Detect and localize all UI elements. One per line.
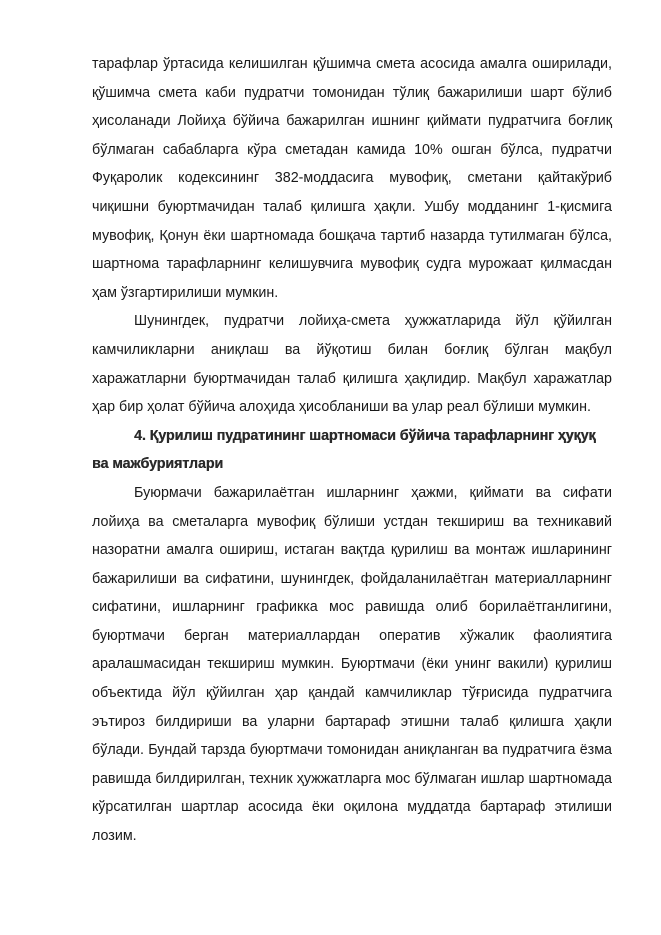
paragraph-contractor-expenses: Шунингдек, пудратчи лойиҳа-смета ҳужжатларида йўл қўйилган камчиликларни аниқлаш ва йўқотиш билан боғлиқ бўлган мақбул харажатларни буюртмачидан талаб қилишга ҳақлидир. Мақбул харажатлар ҳар бир ҳолат бўйича алоҳида ҳисобланиши ва улар реал бўлиши мумкин. (92, 313, 612, 416)
paragraph-continuation: тарафлар ўртасида келишилган қўшимча смета асосида амалга оширилади, қўшимча смета каби пудратчи томонидан тўлиқ бажарилиши шарт бўлиб ҳисоланади Лойиҳа бўйича бажарилган ишнинг қиймати пудратчига боғлиқ бўлмаган сабабларга кўра сметадан камида 10% ошган бўлса, пудратчи Фуқаролик кодексининг 382-моддасига мувофиқ, сметани қайтакўриб чиқишни буюртмачидан талаб қилишга ҳақли. Ушбу модданинг 1-қисмига мувофиқ, Қонун ёки шартномада бошқача тартиб назарда тутилмаган бўлса, шартнома тарафларнинг келишувчига мувофиқ судга мурожаат қилмасдан ҳам ўзгартирилиши мумкин. (92, 56, 612, 301)
paragraph-customer-rights: Буюрмачи бажарилаётган ишларнинг ҳажми, қиймати ва сифати лойиҳа ва сметаларга мувофиқ бўлиши устдан текшириш ва техникавий назоратни амалга ошириш, истаган вақтда қурилиш ва монтаж ишларининг бажарилиши ва сифатини, шунингдек, фойдаланилаётган материалларнинг сифатини, ишларнинг графикка мос равишда олиб борилаётганлигини, буюртмачи берган материаллардан оператив хўжалик фаолиятига аралашмасидан текшириш мумкин. Буюртмачи (ёки унинг вакили) қурилиш объектида йўл қўйилган ҳар қандай камчиликлар тўғрисида пудратчига эътироз билдириши ва уларни бартараф этишни талаб қилишга ҳақли бўлади. Бундай тарзда буюртмачи томонидан аниқланган ва пудратчига ёзма равишда билдирилган, техник ҳужжатларга мос бўлмаган ишлар шартномада кўрсатилган шартлар асосида ёки оқилона муддатда бартараф этилиши лозим. (92, 484, 612, 845)
section-heading: 4. Қурилиш пудратининг шартномаси бўйича тарафларнинг ҳуқуқ ва мажбуриятлари (92, 427, 596, 473)
document-page (92, 50, 612, 851)
